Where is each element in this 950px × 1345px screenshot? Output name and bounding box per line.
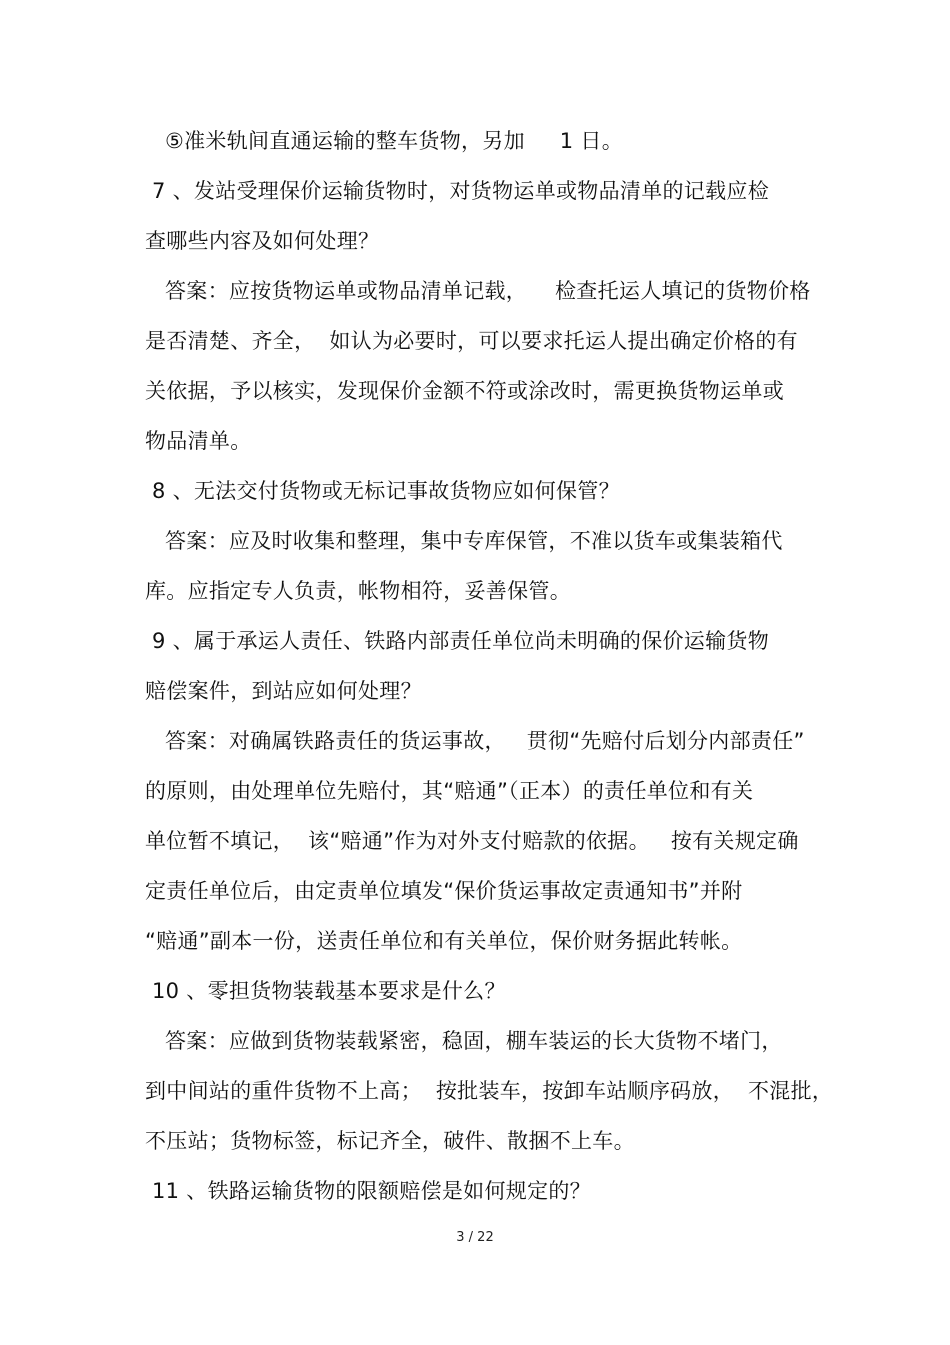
answer-line: 答案：应按货物运单或物品清单记载， 检查托运人填记的货物价格 (165, 279, 811, 303)
answer-line: 答案：应做到货物装载紧密，稳固，棚车装运的长大货物不堵门， (165, 1029, 783, 1053)
text-line: “赔通”副本一份，送责任单位和有关单位，保价财务据此转帐。 (145, 929, 743, 953)
answer-line: 答案：对确属铁路责任的货运事故， 贯彻“先赔付后划分内部责任” (165, 729, 805, 753)
text-line: 定责任单位后，由定责单位填发“保价货运事故定责通知书”并附 (145, 879, 743, 903)
text-line: ⑤准米轨间直通运输的整车货物，另加 1 日。 (165, 129, 624, 153)
text-line: 关依据，予以核实，发现保价金额不符或涂改时，需更换货物运单或 (145, 379, 784, 403)
question-heading: 11 、铁路运输货物的限额赔偿是如何规定的？ (145, 1179, 591, 1203)
text-line: 查哪些内容及如何处理？ (145, 229, 380, 253)
text-line: 不压站；货物标签，标记齐全，破件、散捆不上车。 (145, 1129, 635, 1153)
text-line: 到中间站的重件货物不上高； 按批装车，按卸车站顺序码放， 不混批， (145, 1079, 834, 1103)
text-line: 的原则，由处理单位先赔付，其“赔通”（正本）的责任单位和有关 (145, 779, 754, 803)
text-line: 库。应指定专人负责，帐物相符，妥善保管。 (145, 579, 571, 603)
text-line: 单位暂不填记， 该“赔通”作为对外支付赔款的依据。 按有关规定确 (145, 829, 799, 853)
page-number: 3 / 22 (456, 1230, 494, 1245)
question-heading: 9 、属于承运人责任、铁路内部责任单位尚未明确的保价运输货物 (145, 629, 770, 653)
question-heading: 8 、无法交付货物或无标记事故货物应如何保管？ (145, 479, 620, 503)
answer-line: 答案：应及时收集和整理，集中专库保管，不准以货车或集装箱代 (165, 529, 783, 553)
text-line: 赔偿案件，到站应如何处理？ (145, 679, 422, 703)
question-heading: 7 、发站受理保价运输货物时，对货物运单或物品清单的记载应检 (145, 179, 770, 203)
text-line: 物品清单。 (145, 429, 252, 453)
text-line: 是否清楚、齐全， 如认为必要时，可以要求托运人提出确定价格的有 (145, 329, 798, 353)
question-heading: 10 、零担货物装载基本要求是什么？ (145, 979, 506, 1003)
